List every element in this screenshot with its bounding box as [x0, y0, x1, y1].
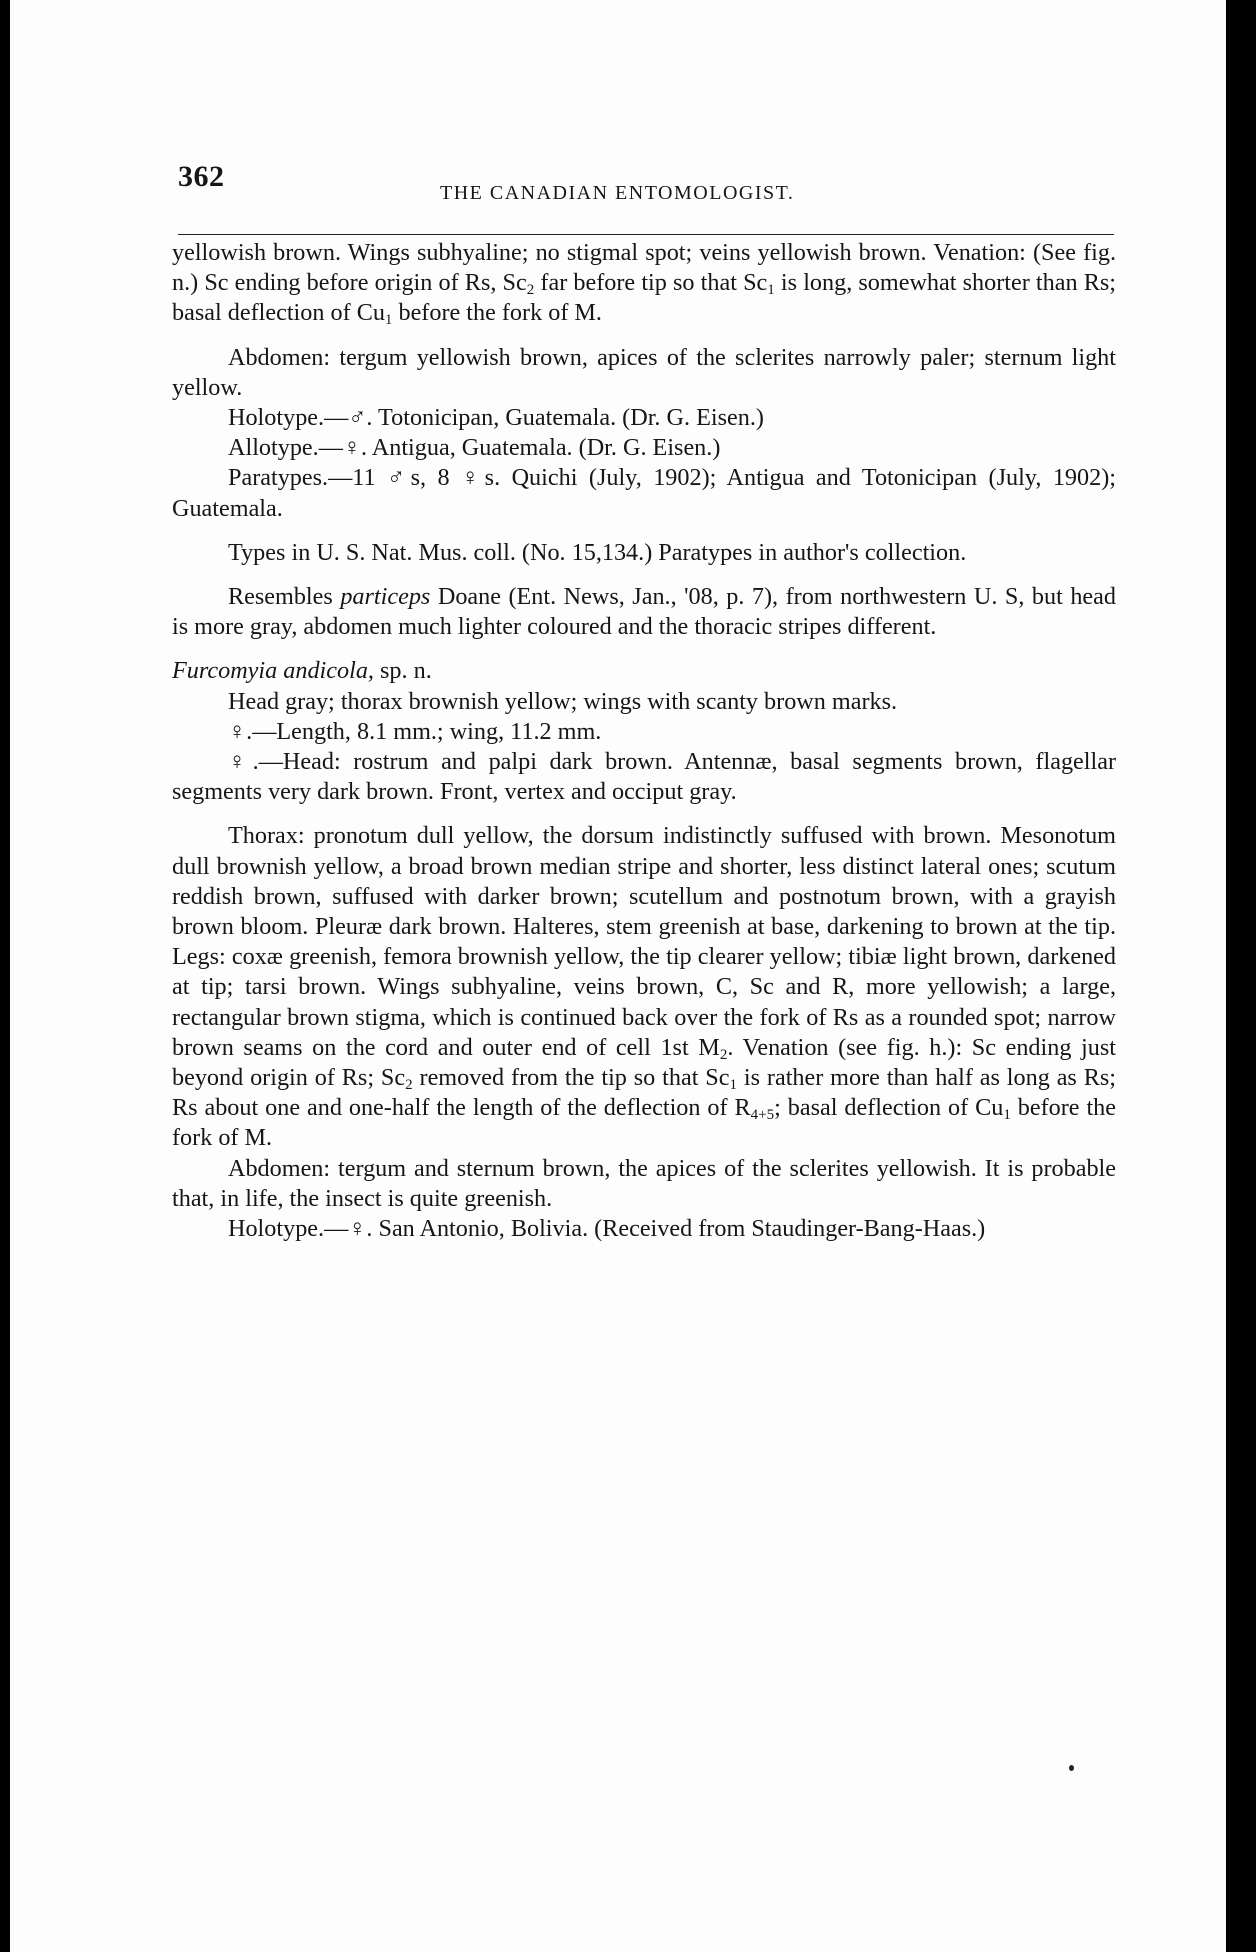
species-heading: Furcomyia andicola, sp. n. — [172, 657, 432, 685]
paragraph-paratypes: Paratypes.—11 ♂s, 8 ♀s. Quichi (July, 1902); Antigua and Totonicipan (July, 1902); Guatemala. — [172, 464, 1116, 522]
paragraph-abdomen: Abdomen: tergum yellowish brown, apices of the sclerites narrowly paler; sternum light yellow. — [172, 343, 1116, 401]
scan-border-left — [0, 0, 10, 1952]
ink-speck — [1069, 1765, 1074, 1771]
paragraph-holotype-female: Holotype.—♀. San Antonio, Bolivia. (Received from Staudinger-Bang-Haas.) — [228, 1215, 986, 1243]
paragraph-types: Types in U. S. Nat. Mus. coll. (No. 15,134.) Paratypes in author's collection. — [228, 538, 967, 566]
paragraph-allotype: Allotype.—♀. Antigua, Guatemala. (Dr. G. Eisen.) — [228, 434, 721, 462]
header-rule — [178, 234, 1114, 235]
paragraph-holotype: Holotype.—♂. Totonicipan, Guatemala. (Dr. G. Eisen.) — [228, 404, 764, 432]
paragraph-resembles: Resembles particeps Doane (Ent. News, Jan., '08, p. 7), from northwestern U. S, but head is more gray, abdomen much lighter coloured and the thoracic stripes different. — [172, 583, 1116, 641]
page-number: 362 — [178, 160, 225, 193]
paragraph-diagnosis: Head gray; thorax brownish yellow; wings with scanty brown marks. — [228, 687, 898, 715]
paragraph-abdomen-female: Abdomen: tergum and sternum brown, the apices of the sclerites yellowish. It is probable that, in life, the insect is quite greenish. — [172, 1154, 1116, 1212]
running-title: THE CANADIAN ENTOMOLOGIST. — [440, 182, 795, 204]
paragraph-thorax: Thorax: pronotum dull yellow, the dorsum indistinctly suffused with brown. Mesonotum dull brownish yellow, a broad brown median stripe and shorter, less distinct lateral ones; scutum reddish brown, suffused with darker brown; scutellum and postnotum brown, with a grayish brown bloom. Pleuræ dark brown. Halteres, stem greenish at base, darkening to brown at the tip. Legs: coxæ greenish, femora brownish yellow, the tip clearer yellow; tibiæ light brown, darkened at tip; tarsi brown. Wings subhyaline, veins brown, C, Sc and R, more yellowish; a large, rectangular brown stigma, which is continued back over the fork of Rs as a rounded spot; narrow brown seams on the cord and outer end of cell 1st $M_2$. Venation (see fig. h.): Sc ending just beyond origin of Rs; $Sc_2$ removed from the tip so that $Sc_1$ is rather more than half as long as Rs; Rs about one and one-half the length of the deflection of $R_{4+5}$; basal deflection of $Cu_1$ before the fork of M. — [172, 822, 1116, 1152]
paragraph-head: ♀.—Head: rostrum and palpi dark brown. Antennæ, basal segments brown, flagellar segments very dark brown. Front, vertex and occiput gray. — [172, 748, 1116, 806]
article-body — [172, 238, 1116, 1244]
paragraph-wing-description: yellowish brown. Wings subhyaline; no stigmal spot; veins yellowish brown. Venation: (See fig. n.) Sc ending before origin of Rs, $Sc_2$ far before tip so that $Sc_1$ is long, somewhat shorter than Rs; basal deflection of $Cu_1$ before the fork of M. — [172, 239, 1116, 329]
scan-border-right — [1226, 0, 1256, 1952]
paragraph-length: ♀.—Length, 8.1 mm.; wing, 11.2 mm. — [228, 717, 602, 745]
page-header — [178, 160, 1114, 210]
